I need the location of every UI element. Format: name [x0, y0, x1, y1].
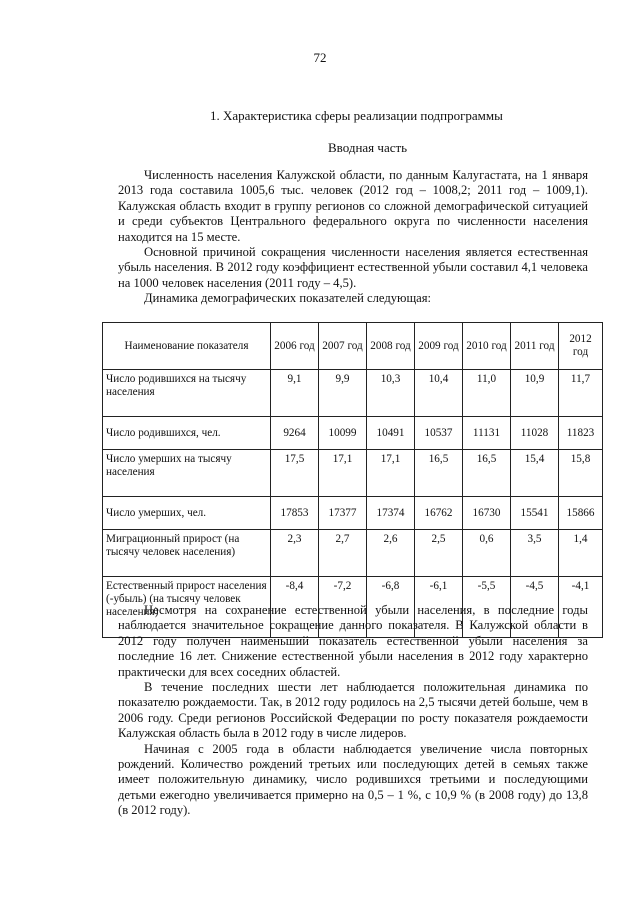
cell-value: 15,4	[511, 450, 559, 497]
cell-value: 2,3	[271, 530, 319, 577]
cell-value: 11,0	[463, 370, 511, 417]
table-row	[103, 497, 603, 530]
cell-value: 11823	[559, 417, 603, 450]
cell-value: 2,5	[415, 530, 463, 577]
cell-value: 10491	[367, 417, 415, 450]
cell-value: -7,2	[319, 577, 367, 638]
cell-value: 17,1	[319, 450, 367, 497]
paragraph: Начиная с 2005 года в области наблюдается увеличение числа повторных рождений. Количество рождений третьих или последующих детей в семьях также имеет положительную динамику, число родившихся третьими и последующими детьми ежегодно увеличивается примерно на 0,5 – 1 %, с 10,9 % (в 2008 году) до 13,8 (в 2012 году).	[118, 741, 588, 818]
subtitle: Вводная часть	[328, 140, 408, 155]
closing-text	[118, 603, 588, 819]
header-year: 2011 год	[511, 323, 559, 370]
cell-value: 1,4	[559, 530, 603, 577]
cell-value: 17374	[367, 497, 415, 530]
cell-value: 2,7	[319, 530, 367, 577]
paragraph: В течение последних шести лет наблюдается положительная динамика по показателю рождаемости. Так, в 2012 году родилось на 2,5 тысячи детей больше, чем в 2006 году. Среди регионов Российской Федерации по росту показателя рождаемости Калужская область была в 2012 году в числе лидеров.	[118, 680, 588, 741]
cell-value: 16,5	[415, 450, 463, 497]
table-row	[103, 530, 603, 577]
cell-value: 3,5	[511, 530, 559, 577]
header-indicator-name: Наименование показателя	[103, 323, 271, 370]
header-year: 2006 год	[271, 323, 319, 370]
cell-value: 10,3	[367, 370, 415, 417]
page-number: 72	[313, 50, 327, 65]
cell-value: 11131	[463, 417, 511, 450]
cell-value: 10099	[319, 417, 367, 450]
cell-value: 11,7	[559, 370, 603, 417]
row-name: Число родившихся на тысячу населения	[103, 370, 271, 417]
row-name: Число родившихся, чел.	[103, 417, 271, 450]
cell-value: -4,1	[559, 577, 603, 638]
cell-value: 9,1	[271, 370, 319, 417]
cell-value: 16,5	[463, 450, 511, 497]
table-header-row	[103, 323, 603, 370]
cell-value: 10,9	[511, 370, 559, 417]
demographics-table	[102, 322, 603, 638]
cell-value: 11028	[511, 417, 559, 450]
cell-value: 9264	[271, 417, 319, 450]
cell-value: -5,5	[463, 577, 511, 638]
row-name: Число умерших на тысячу населения	[103, 450, 271, 497]
paragraph: Несмотря на сохранение естественной убыли населения, в последние годы наблюдается значительное сокращение данного показателя. В Калужской области в 2012 году получен наименьший показатель естественной убыли населения за последние 16 лет. Снижение естественной убыли населения в 2012 году характерно практически для всех соседних областей.	[118, 603, 588, 679]
cell-value: -6,8	[367, 577, 415, 638]
cell-value: 10,4	[415, 370, 463, 417]
header-year: 2012 год	[559, 323, 603, 370]
header-year: 2009 год	[415, 323, 463, 370]
cell-value: 0,6	[463, 530, 511, 577]
header-year: 2007 год	[319, 323, 367, 370]
header-year: 2008 год	[367, 323, 415, 370]
row-name: Миграционный прирост (на тысячу человек населения)	[103, 530, 271, 577]
cell-value: 16730	[463, 497, 511, 530]
cell-value: 15541	[511, 497, 559, 530]
cell-value: -8,4	[271, 577, 319, 638]
paragraph: Численность населения Калужской области, по данным Калугастата, на 1 января 2013 года составила 1005,6 тыс. человек (2012 год – 1008,2; 2011 год – 1009,1). Калужская область входит в группу регионов со сложной демографической ситуацией и среди субъектов Центрального федерального округа по численности населения находится на 15 месте.	[118, 168, 588, 244]
cell-value: -4,5	[511, 577, 559, 638]
cell-value: 15866	[559, 497, 603, 530]
paragraph: Динамика демографических показателей следующая:	[144, 291, 432, 306]
cell-value: -6,1	[415, 577, 463, 638]
cell-value: 17377	[319, 497, 367, 530]
table-row	[103, 450, 603, 497]
section-title: 1. Характеристика сферы реализации подпрограммы	[210, 108, 503, 123]
cell-value: 2,6	[367, 530, 415, 577]
intro-text	[118, 168, 588, 307]
row-name: Естественный прирост населения (-убыль) (на тысячу человек населения)	[103, 577, 271, 638]
row-name: Число умерших, чел.	[103, 497, 271, 530]
cell-value: 16762	[415, 497, 463, 530]
cell-value: 17853	[271, 497, 319, 530]
paragraph: Основной причиной сокращения численности населения является естественная убыль населения. В 2012 году коэффициент естественной убыли составил 4,1 человека на 1000 человек населения (2011 году – 4,5).	[118, 245, 588, 290]
cell-value: 9,9	[319, 370, 367, 417]
header-year: 2010 год	[463, 323, 511, 370]
cell-value: 15,8	[559, 450, 603, 497]
cell-value: 17,1	[367, 450, 415, 497]
cell-value: 10537	[415, 417, 463, 450]
table-row	[103, 370, 603, 417]
cell-value: 17,5	[271, 450, 319, 497]
table-row	[103, 417, 603, 450]
